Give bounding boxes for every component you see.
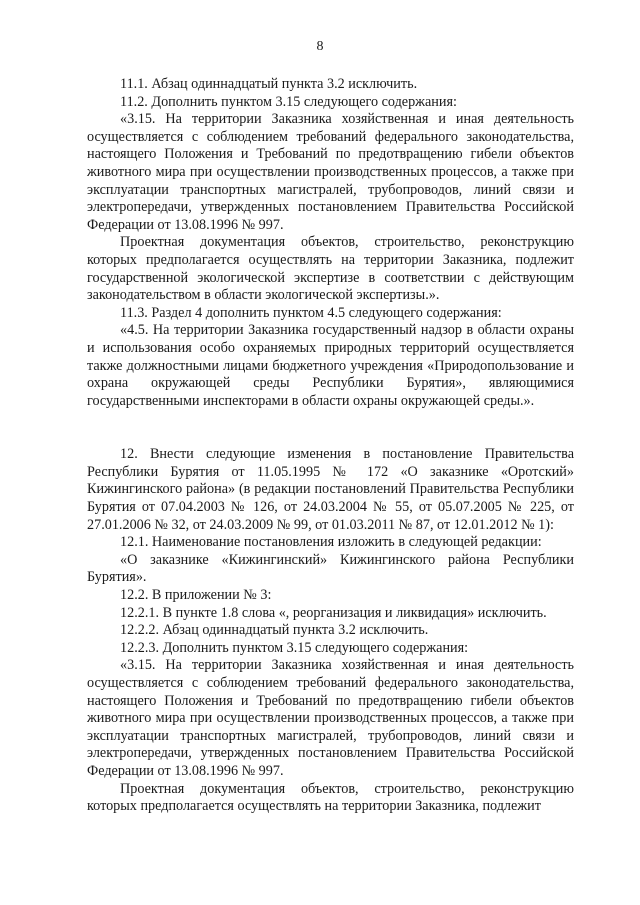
page-number: 8 xyxy=(316,39,324,54)
paragraph-new-title: «О заказнике «Кижингинский» Кижингинского района Республики Бурятия». xyxy=(87,551,574,586)
paragraph-12-1: 12.1. Наименование постановления изложить в следующей редакции: xyxy=(120,534,542,551)
document-body xyxy=(87,76,574,816)
paragraph-quote-3-15-second: «3.15. На территории Заказника хозяйственная и иная деятельность осуществляется с соблюдением требований федерального законодательства, настоящего Положения и Требований по предотвращению гибели объектов животного мира при осуществлении производственных процессов, а также при эксплуатации транспортных магистралей, трубопроводов, линий связи и электропередачи, утвержденных постановлением Правительства Российской Федерации от 13.08.1996 № 997. xyxy=(87,657,574,779)
paragraph-12-2-1: 12.2.1. В пункте 1.8 слова «, реорганизация и ликвидация» исключить. xyxy=(120,604,547,621)
paragraph-12-2: 12.2. В приложении № 3: xyxy=(120,587,272,604)
paragraph-11-3: 11.3. Раздел 4 дополнить пунктом 4.5 следующего содержания: xyxy=(120,304,502,321)
paragraph-12-2-2: 12.2.2. Абзац одиннадцатый пункта 3.2 исключить. xyxy=(120,622,429,639)
paragraph-quote-3-15: «3.15. На территории Заказника хозяйственная и иная деятельность осуществляется с соблюдением требований федерального законодательства, настоящего Положения и Требований по предотвращению гибели объектов животного мира при осуществлении производственных процессов, а также при эксплуатации транспортных магистралей, трубопроводов, линий связи и электропередачи, утвержденных постановлением Правительства Российской Федерации от 13.08.1996 № 997. xyxy=(87,111,574,233)
paragraph-12: 12. Внести следующие изменения в постановление Правительства Республики Бурятия от 11.05.1995 № 172 «О заказнике «Оротский» Кижингинского района» (в редакции постановлений Правительства Республики Бурятия от 07.04.2003 № 126, от 24.03.2004 № 55, от 05.07.2005 № 225, от 27.01.2006 № 32, от 24.03.2009 № 99, от 01.03.2011 № 87, от 12.01.2012 № 1): xyxy=(87,446,574,533)
paragraph-12-2-3: 12.2.3. Дополнить пунктом 3.15 следующего содержания: xyxy=(120,639,469,656)
paragraph-project-docs: Проектная документация объектов, строительство, реконструкцию которых предполагается осуществлять на территории Заказника, подлежит государственной экологической экспертизе в соответствии с действующим законодательством в области экологической экспертизы.». xyxy=(87,234,574,304)
paragraph-quote-4-5: «4.5. На территории Заказника государственный надзор в области охраны и использования особо охраняемых природных территорий осуществляется также должностными лицами бюджетного учреждения «Природопользование и охрана окружающей среды Республики Бурятия», являющимися государственными инспекторами в области охраны окружающей среды.». xyxy=(87,322,574,409)
paragraph-11-1: 11.1. Абзац одиннадцатый пункта 3.2 исключить. xyxy=(120,76,418,92)
paragraph-project-docs-second: Проектная документация объектов, строительство, реконструкцию которых предполагается осуществлять на территории Заказника, подлежит xyxy=(87,780,574,815)
paragraph-11-2: 11.2. Дополнить пунктом 3.15 следующего содержания: xyxy=(120,93,457,110)
